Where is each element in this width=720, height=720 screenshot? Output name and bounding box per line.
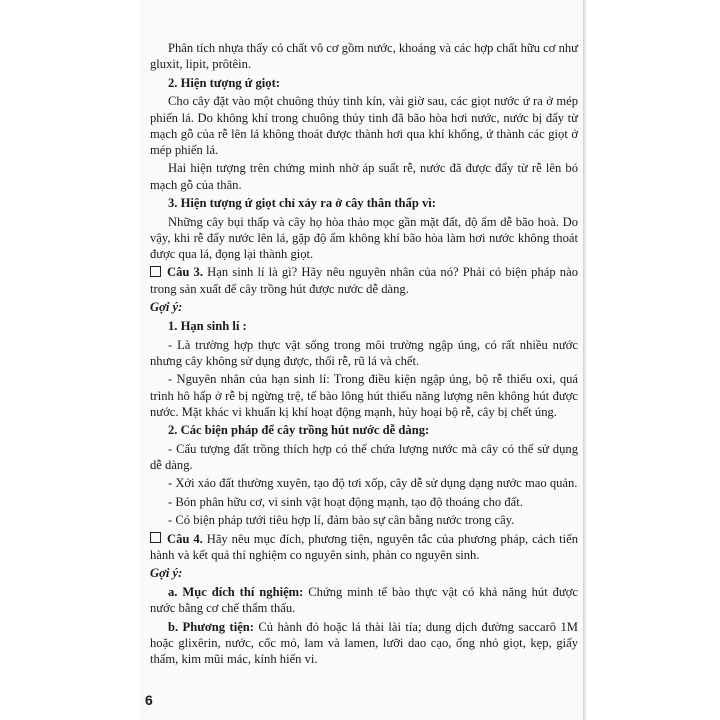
question-label: Câu 3. xyxy=(167,265,203,280)
item-text: Chứng minh tế bào thực vật có khả năng hút được nước bằng cơ chế thẩm thấu. xyxy=(150,585,578,616)
item-label: b. Phương tiện: xyxy=(168,619,254,634)
question-label: Câu 4. xyxy=(167,531,203,546)
page-edge-shadow xyxy=(583,0,587,720)
page-number: 6 xyxy=(145,692,153,708)
question-text: Hãy nêu mục đích, phương tiện, nguyên tắc của phương pháp, cách tiến hành và kết quả thí nghiệm co nguyên sinh, phản co nguyên sinh. xyxy=(150,531,578,562)
section-heading: 3. Hiện tượng ứ giọt chỉ xảy ra ở cây thân thấp vì: xyxy=(168,195,436,210)
section-heading: 2. Các biện pháp để cây trồng hút nước dễ dàng: xyxy=(168,423,430,438)
paragraph: Hai hiện tượng trên chứng minh nhờ áp suất rễ, nước đã được đẩy từ rễ lên bó mạch gỗ của thân. xyxy=(150,161,578,192)
answer-item-purpose xyxy=(150,584,578,616)
section-heading: 2. Hiện tượng ứ giọt: xyxy=(168,75,280,90)
checkbox-square-icon xyxy=(150,266,161,277)
item-label: a. Mục đích thí nghiệm: xyxy=(168,585,304,600)
question-text: Hạn sinh lí là gì? Hãy nêu nguyên nhân của nó? Phải có biện pháp nào trong sản xuất để cây trồng hút được nước dễ dàng. xyxy=(150,265,578,296)
paragraph: - Cấu tượng đất trồng thích hợp có thể chứa lượng nước mà cây có thể sử dụng dễ dàng. xyxy=(150,441,578,472)
paragraph: - Nguyên nhân của hạn sinh lí: Trong điều kiện ngập úng, bộ rễ thiếu oxi, quá trình hô hấp ở rễ bị ngừng trệ, tế bào lông hút thiếu năng lượng nên không hút được nước. Mặt khác vi khuẩn kị khí hoạt động mạnh, hủy hoại bộ rễ, cây bị chết úng. xyxy=(150,372,578,419)
section-heading: 1. Hạn sinh lí : xyxy=(168,319,247,333)
paragraph: Cho cây đặt vào một chuông thủy tinh kín, vài giờ sau, các giọt nước ứ ra ở mép phiến lá. Do không khí trong chuông thủy tinh đã bão hòa hơi nước, nước bị đẩy từ mạch gỗ của rễ lên lá không thoát được thành hơi qua khí khổng, ứ thành các giọt ở mép phiến lá. xyxy=(150,94,578,157)
paragraph: - Xới xáo đất thường xuyên, tạo độ tơi xốp, cây dễ sử dụng dạng nước mao quản. xyxy=(168,476,578,491)
hint-heading: Gợi ý: xyxy=(150,300,183,315)
paragraph: - Có biện pháp tưới tiêu hợp lí, đảm bảo sự cân bằng nước trong cây. xyxy=(168,513,515,528)
checkbox-square-icon xyxy=(150,532,161,543)
paragraph: - Là trường hợp thực vật sống trong môi trường ngập úng, có rất nhiều nước nhưng cây không sử dụng được, thối rễ, rũ lá và chết. xyxy=(150,337,578,368)
question-4 xyxy=(150,531,578,563)
paragraph: Những cây bụi thấp và cây họ hòa thảo mọc gần mặt đất, độ ẩm dễ bão hoà. Do vậy, khi rễ đẩy nước lên lá, gặp độ ẩm không khí bão hòa làm hơi nước không thoát được qua lá, đọng lại thành giọt. xyxy=(150,214,578,261)
hint-heading: Gợi ý: xyxy=(150,566,183,581)
answer-item-materials xyxy=(150,619,578,668)
paragraph: - Bón phân hữu cơ, vi sinh vật hoạt động mạnh, tạo độ thoáng cho đất. xyxy=(168,494,523,509)
page-body xyxy=(150,40,578,670)
item-text: Củ hành đỏ hoặc lá thài lài tía; dung dịch đường saccarô 1M hoặc glixêrin, nước, cốc mỏ, lam và lamen, lưỡi dao cạo, ống nhỏ giọt, kẹp, giấy thấm, kim mũi mác, kính hiển vi. xyxy=(150,619,578,667)
question-3 xyxy=(150,264,578,296)
paragraph: Phân tích nhựa thấy có chất vô cơ gồm nước, khoáng và các hợp chất hữu cơ như gluxit, lipit, prôtêin. xyxy=(150,41,578,72)
